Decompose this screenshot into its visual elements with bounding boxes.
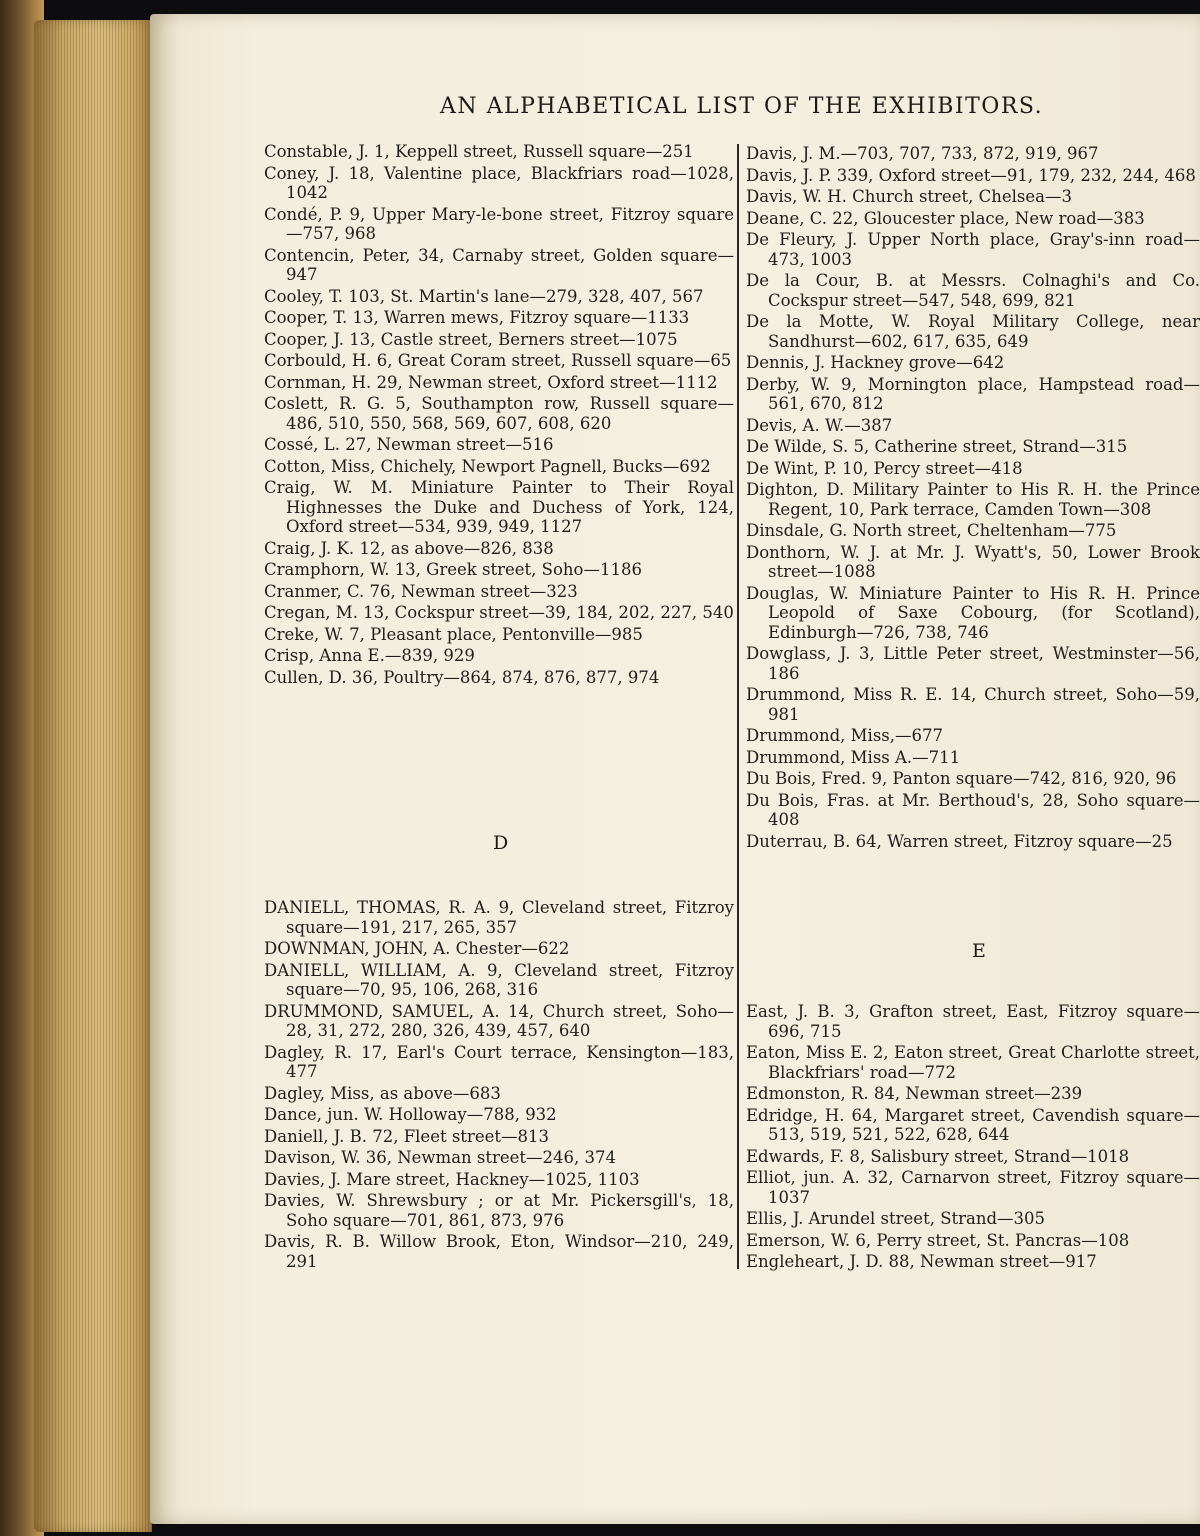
section-heading-d: D bbox=[493, 832, 509, 854]
column-divider bbox=[737, 144, 739, 1269]
page-title: AN ALPHABETICAL LIST OF THE EXHIBITORS. bbox=[440, 94, 1044, 119]
exhibitor-entry: Coslett, R. G. 5, Southampton row, Russell square—486, 510, 550, 568, 569, 607, 608, 620 bbox=[264, 394, 734, 433]
exhibitor-entry: Du Bois, Fred. 9, Panton square—742, 816, 920, 96 bbox=[746, 769, 1177, 788]
exhibitor-entry: Drummond, Miss R. E. 14, Church street, Soho—59, 981 bbox=[746, 685, 1200, 724]
exhibitor-entry: Edmonston, R. 84, Newman street—239 bbox=[746, 1084, 1083, 1103]
entries-d-continued-list bbox=[746, 144, 1200, 851]
exhibitor-entry: Coney, J. 18, Valentine place, Blackfriars road—1028, 1042 bbox=[264, 163, 734, 202]
entries-e-list bbox=[746, 1002, 1200, 1274]
exhibitor-entry: Daniell, J. B. 72, Fleet street—813 bbox=[264, 1126, 549, 1146]
exhibitor-entry: De la Cour, B. at Messrs. Colnaghi's and Co. Cockspur street—547, 548, 699, 821 bbox=[746, 271, 1200, 310]
exhibitor-entry: Condé, P. 9, Upper Mary-le-bone street, Fitzroy square—757, 968 bbox=[264, 204, 734, 243]
exhibitor-entry: DANIELL, THOMAS, R. A. 9, Cleveland street, Fitzroy square—191, 217, 265, 357 bbox=[264, 898, 734, 937]
exhibitor-entry: Dennis, J. Hackney grove—642 bbox=[746, 353, 1005, 372]
exhibitor-entry: De Fleury, J. Upper North place, Gray's-inn road—473, 1003 bbox=[746, 230, 1200, 269]
exhibitor-entry: Cranmer, C. 76, Newman street—323 bbox=[264, 581, 578, 601]
page-fore-edge bbox=[34, 20, 152, 1532]
exhibitor-entry: Contencin, Peter, 34, Carnaby street, Golden square—947 bbox=[264, 245, 734, 284]
exhibitor-entry: Drummond, Miss,—677 bbox=[746, 726, 943, 745]
exhibitor-entry: Donthorn, W. J. at Mr. J. Wyatt's, 50, Lower Brook street—1088 bbox=[746, 542, 1200, 581]
exhibitor-entry: Douglas, W. Miniature Painter to His R. H. Prince Leopold of Saxe Cobourg, (for Scotland), Edinburgh—726, 738, 746 bbox=[746, 583, 1200, 642]
exhibitor-entry: Dighton, D. Military Painter to His R. H. the Prince Regent, 10, Park terrace, Camden Town—308 bbox=[746, 480, 1200, 519]
exhibitor-entry: Du Bois, Fras. at Mr. Berthoud's, 28, Soho square—408 bbox=[746, 790, 1200, 829]
entries-c-list bbox=[264, 142, 734, 687]
exhibitor-entry: De Wint, P. 10, Percy street—418 bbox=[746, 458, 1023, 478]
exhibitor-entry: Dowglass, J. 3, Little Peter street, Westminster—56, 186 bbox=[746, 644, 1200, 683]
exhibitor-entry: Elliot, jun. A. 32, Carnarvon street, Fitzroy square—1037 bbox=[746, 1168, 1200, 1207]
exhibitor-entry: Cooley, T. 103, St. Martin's lane—279, 328, 407, 567 bbox=[264, 286, 704, 306]
exhibitor-entry: Derby, W. 9, Mornington place, Hampstead road—561, 670, 812 bbox=[746, 374, 1200, 413]
exhibitor-entry: Dinsdale, G. North street, Cheltenham—775 bbox=[746, 521, 1117, 540]
exhibitor-entry: De la Motte, W. Royal Military College, near Sandhurst—602, 617, 635, 649 bbox=[746, 312, 1200, 351]
exhibitor-entry: Cooper, J. 13, Castle street, Berners street—1075 bbox=[264, 329, 678, 349]
exhibitor-entry: DRUMMOND, SAMUEL, A. 14, Church street, Soho—28, 31, 272, 280, 326, 439, 457, 640 bbox=[264, 1001, 734, 1040]
exhibitor-entry: Dance, jun. W. Holloway—788, 932 bbox=[264, 1105, 557, 1124]
exhibitor-entry: Edridge, H. 64, Margaret street, Cavendish square—513, 519, 521, 522, 628, 644 bbox=[746, 1105, 1200, 1144]
exhibitor-entry: Cotton, Miss, Chichely, Newport Pagnell, Bucks—692 bbox=[264, 456, 711, 476]
exhibitor-entry: Dagley, R. 17, Earl's Court terrace, Kensington—183, 477 bbox=[264, 1042, 734, 1081]
exhibitor-entry: Cossé, L. 27, Newman street—516 bbox=[264, 435, 554, 454]
exhibitor-entry: Cregan, M. 13, Cockspur street—39, 184, 202, 227, 540 bbox=[264, 603, 734, 622]
exhibitor-entry: Edwards, F. 8, Salisbury street, Strand—1018 bbox=[746, 1146, 1130, 1166]
exhibitor-entry: Eaton, Miss E. 2, Eaton street, Great Charlotte street, Blackfriars' road—772 bbox=[746, 1043, 1200, 1082]
exhibitor-entry: Creke, W. 7, Pleasant place, Pentonville—985 bbox=[264, 624, 643, 644]
exhibitor-entry: Corbould, H. 6, Great Coram street, Russell square—65 bbox=[264, 351, 732, 370]
exhibitor-entry: Ellis, J. Arundel street, Strand—305 bbox=[746, 1209, 1046, 1228]
exhibitor-entry: Cramphorn, W. 13, Greek street, Soho—1186 bbox=[264, 560, 642, 579]
exhibitor-entry: Emerson, W. 6, Perry street, St. Pancras—108 bbox=[746, 1230, 1130, 1250]
left-column bbox=[264, 142, 734, 1271]
exhibitor-entry: Craig, W. M. Miniature Painter to Their Royal Highnesses the Duke and Duchess of York, 124, Oxford street—534, 939, 949, 1127 bbox=[264, 478, 734, 536]
exhibitor-entry: Duterrau, B. 64, Warren street, Fitzroy square—25 bbox=[746, 831, 1173, 851]
exhibitor-entry: Davis, R. B. Willow Brook, Eton, Windsor—210, 249, 291 bbox=[264, 1232, 734, 1271]
exhibitor-entry: Devis, A. W.—387 bbox=[746, 415, 893, 435]
exhibitor-entry: Davies, J. Mare street, Hackney—1025, 1103 bbox=[264, 1169, 640, 1189]
entries-d-list bbox=[264, 898, 734, 1273]
exhibitor-entry: Davis, J. M.—703, 707, 733, 872, 919, 967 bbox=[746, 144, 1099, 163]
exhibitor-entry: Crisp, Anna E.—839, 929 bbox=[264, 646, 475, 665]
exhibitor-entry: Davison, W. 36, Newman street—246, 374 bbox=[264, 1148, 617, 1167]
exhibitor-entry: East, J. B. 3, Grafton street, East, Fitzroy square—696, 715 bbox=[746, 1002, 1200, 1041]
exhibitor-entry: Craig, J. K. 12, as above—826, 838 bbox=[264, 538, 554, 558]
exhibitor-entry: Davis, W. H. Church street, Chelsea—3 bbox=[746, 187, 1072, 206]
exhibitor-entry: Cooper, T. 13, Warren mews, Fitzroy square—1133 bbox=[264, 308, 690, 327]
exhibitor-entry: Dagley, Miss, as above—683 bbox=[264, 1083, 501, 1103]
exhibitor-entry: Drummond, Miss A.—711 bbox=[746, 747, 961, 767]
exhibitor-entry: Cornman, H. 29, Newman street, Oxford street—1112 bbox=[264, 372, 718, 392]
section-heading-e: E bbox=[972, 940, 986, 962]
exhibitor-entry: Deane, C. 22, Gloucester place, New road—383 bbox=[746, 208, 1145, 228]
exhibitor-entry: DANIELL, WILLIAM, A. 9, Cleveland street, Fitzroy square—70, 95, 106, 268, 316 bbox=[264, 960, 734, 999]
exhibitor-entry: Cullen, D. 36, Poultry—864, 874, 876, 877, 974 bbox=[264, 667, 660, 687]
exhibitor-entry: De Wilde, S. 5, Catherine street, Strand—315 bbox=[746, 437, 1128, 456]
exhibitor-entry: Constable, J. 1, Keppell street, Russell square—251 bbox=[264, 142, 694, 161]
right-column bbox=[746, 144, 1200, 1271]
exhibitor-entry: Engleheart, J. D. 88, Newman street—917 bbox=[746, 1252, 1097, 1271]
exhibitor-entry: DOWNMAN, JOHN, A. Chester—622 bbox=[264, 939, 570, 958]
exhibitor-entry: Davies, W. Shrewsbury ; or at Mr. Pickersgill's, 18, Soho square—701, 861, 873, 976 bbox=[264, 1191, 734, 1230]
exhibitor-entry: Davis, J. P. 339, Oxford street—91, 179, 232, 244, 468 bbox=[746, 165, 1196, 185]
